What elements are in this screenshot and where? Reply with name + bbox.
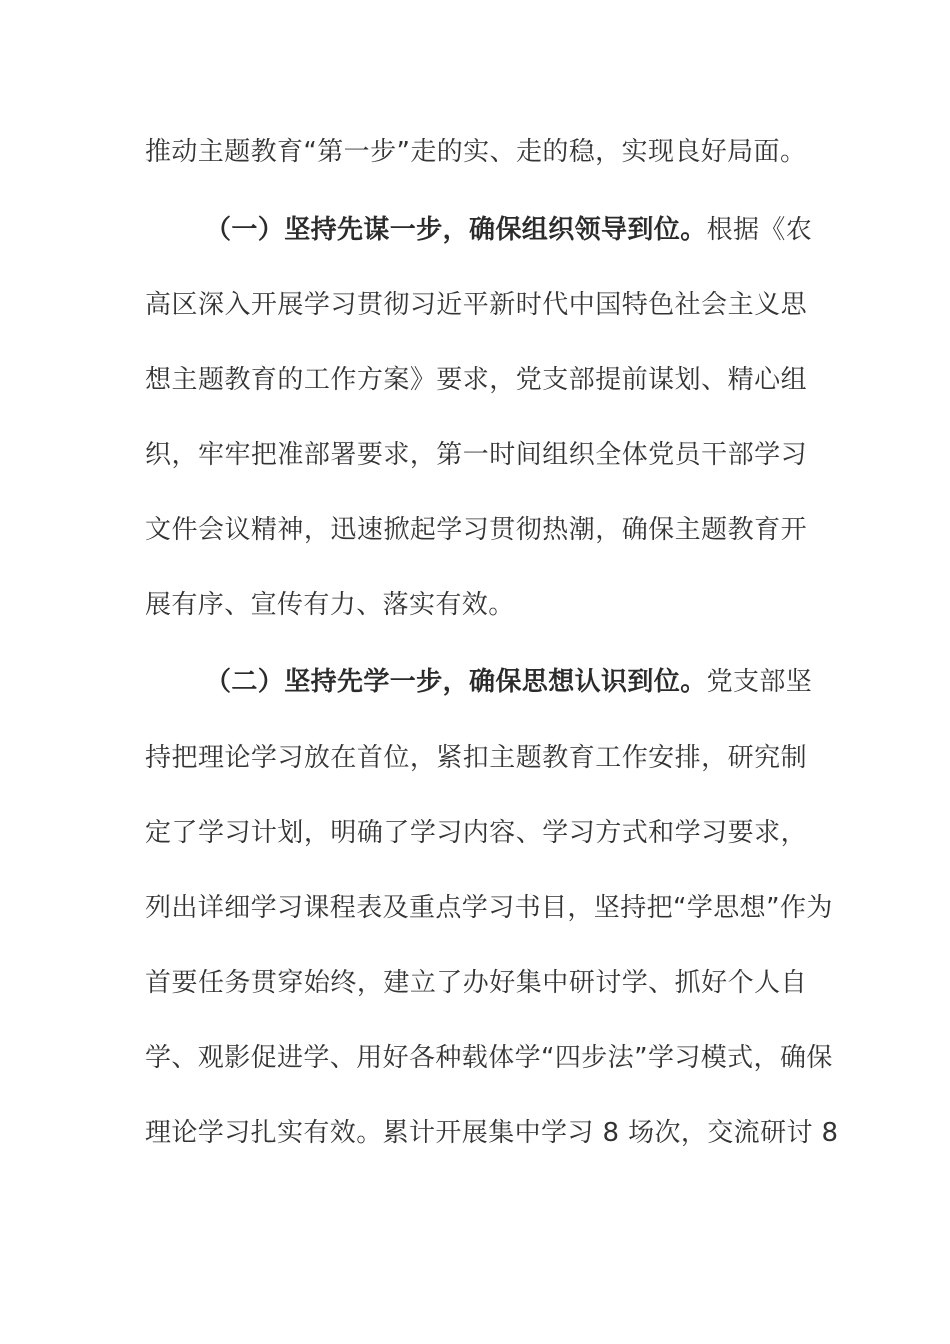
paragraph-line: 想主题教育的工作方案》要求，党支部提前谋划、精心组	[145, 365, 807, 395]
section-heading: （一）坚持先谋一步，确保组织领导到位。	[205, 215, 707, 245]
paragraph-line: 持把理论学习放在首位，紧扣主题教育工作安排，研究制	[145, 743, 807, 773]
paragraph-text: 党支部坚	[706, 667, 813, 697]
section-heading-line	[205, 662, 813, 702]
section-heading-line	[205, 210, 813, 250]
section-heading: （二）坚持先学一步，确保思想认识到位。	[205, 667, 707, 697]
paragraph-line: 列出详细学习课程表及重点学习书目，坚持把“学思想”作为	[145, 893, 833, 923]
paragraph-line: 织，牢牢把准部署要求，第一时间组织全体党员干部学习	[145, 440, 807, 470]
paragraph-line: 首要任务贯穿始终，建立了办好集中研讨学、抓好个人自	[145, 968, 807, 998]
paragraph-line: 推动主题教育“第一步”走的实、走的稳，实现良好局面。	[145, 137, 807, 167]
paragraph-line: 文件会议精神，迅速掀起学习贯彻热潮，确保主题教育开	[145, 515, 807, 545]
paragraph-line: 理论学习扎实有效。累计开展集中学习 8 场次，交流研讨 8	[145, 1118, 839, 1148]
paragraph-line: 展有序、宣传有力、落实有效。	[145, 590, 515, 620]
paragraph-text: 根据《农	[706, 215, 813, 245]
paragraph-line: 高区深入开展学习贯彻习近平新时代中国特色社会主义思	[145, 290, 807, 320]
paragraph-line: 学、观影促进学、用好各种载体学“四步法”学习模式，确保	[145, 1043, 833, 1073]
paragraph-line: 定了学习计划，明确了学习内容、学习方式和学习要求，	[145, 818, 807, 848]
